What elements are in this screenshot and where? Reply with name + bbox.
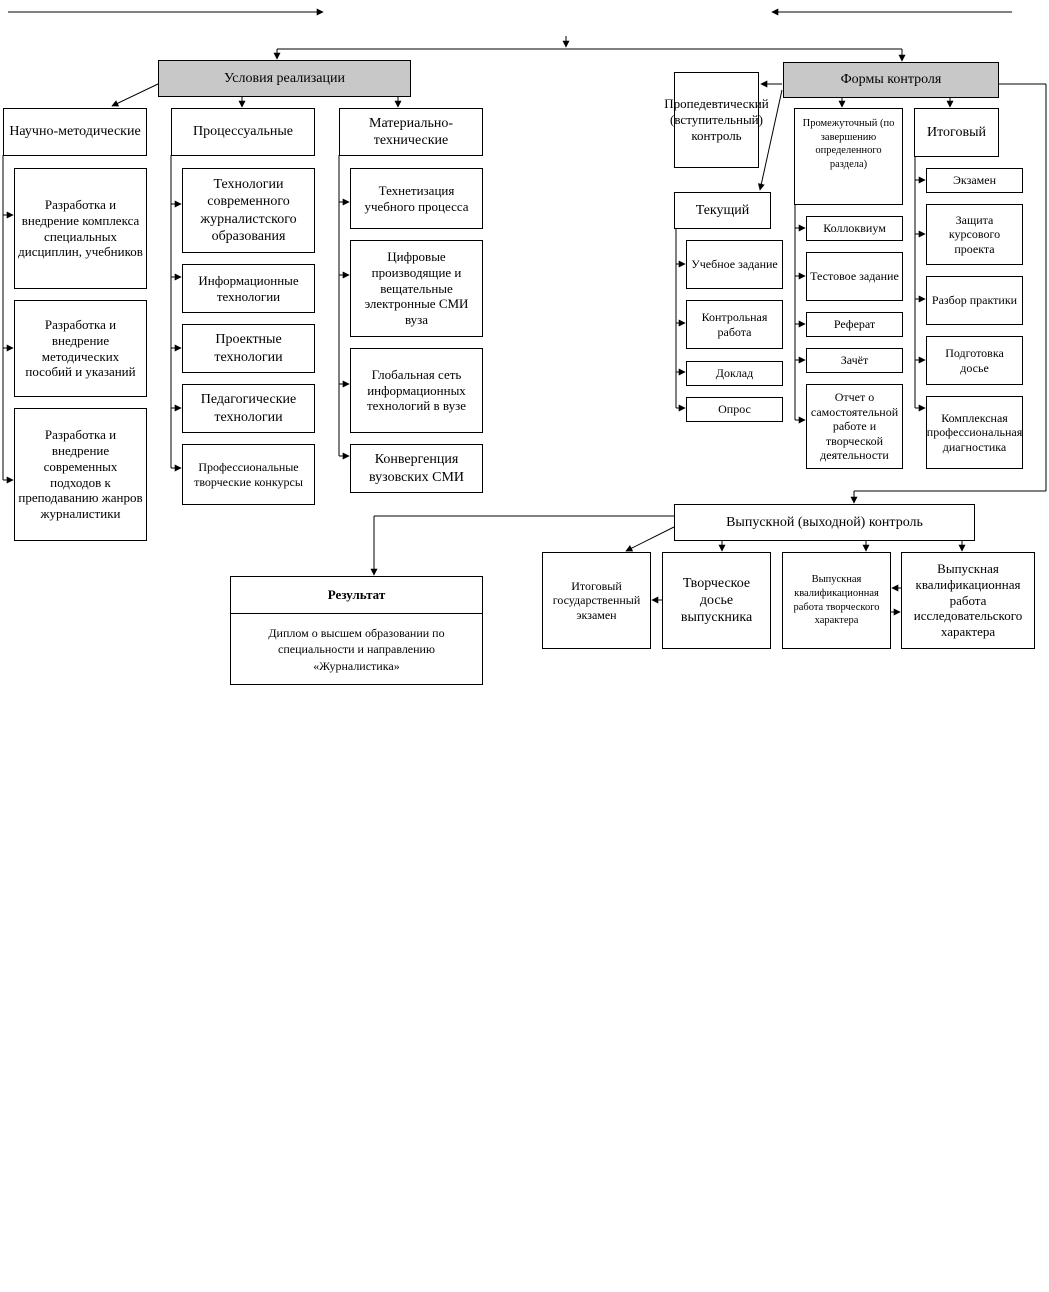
- graduation-item: Итоговый государственный экзамен: [542, 552, 651, 649]
- result-box: [230, 576, 483, 685]
- intermediate-item: Реферат: [806, 312, 903, 337]
- current-item: Доклад: [686, 361, 783, 386]
- material-item: Конвергенция вузовских СМИ: [350, 444, 483, 493]
- intermediate-item: Тестовое задание: [806, 252, 903, 301]
- category-material: Материально-технические: [339, 108, 483, 156]
- final-item: Комплексная профессиональная диагностика: [926, 396, 1023, 469]
- conditions-title-box: Условия реализации: [158, 60, 411, 97]
- category-scientific: Научно-методические: [3, 108, 147, 156]
- graduation-item: Выпускная квалификационная работа творческого характера: [782, 552, 891, 649]
- procedural-item: Информационные технологии: [182, 264, 315, 313]
- category-procedural: Процессуальные: [171, 108, 315, 156]
- current-item: Контрольная работа: [686, 300, 783, 349]
- current-control-title: Текущий: [674, 192, 771, 229]
- final-item: Подготовка досье: [926, 336, 1023, 385]
- final-item: Разбор практики: [926, 276, 1023, 325]
- scientific-item: Разработка и внедрение методических пособий и указаний: [14, 300, 147, 397]
- intermediate-item: Зачёт: [806, 348, 903, 373]
- material-item: Технетизация учебного процесса: [350, 168, 483, 229]
- propaedeutic-control: Пропедевтический (вступительный) контроль: [674, 72, 759, 168]
- result-title: Результат: [231, 577, 482, 614]
- scientific-item: Разработка и внедрение современных подходов к преподаванию жанров журналистики: [14, 408, 147, 541]
- intermediate-item: Отчет о самостоятельной работе и творческой деятельности: [806, 384, 903, 469]
- procedural-item: Технологии современного журналистского образования: [182, 168, 315, 253]
- intermediate-control-title: Промежуточный (по завершению определенного раздела): [794, 108, 903, 205]
- material-item: Глобальная сеть информационных технологий в вузе: [350, 348, 483, 433]
- final-item: Экзамен: [926, 168, 1023, 193]
- procedural-item: Педагогические технологии: [182, 384, 315, 433]
- control-title-box: Формы контроля: [783, 62, 999, 98]
- graduation-item: Выпускная квалификационная работа исследовательского характера: [901, 552, 1035, 649]
- final-item: Защита курсового проекта: [926, 204, 1023, 265]
- result-text: Диплом о высшем образовании по специальности и направлению «Журналистика»: [268, 626, 445, 673]
- final-control-title: Итоговый: [914, 108, 999, 157]
- current-item: Учебное задание: [686, 240, 783, 289]
- intermediate-item: Коллоквиум: [806, 216, 903, 241]
- scientific-item: Разработка и внедрение комплекса специальных дисциплин, учебников: [14, 168, 147, 289]
- procedural-item: Профессиональные творческие конкурсы: [182, 444, 315, 505]
- material-item: Цифровые производящие и вещательные электронные СМИ вуза: [350, 240, 483, 337]
- graduation-item: Творческое досье выпускника: [662, 552, 771, 649]
- graduation-control-title: Выпускной (выходной) контроль: [674, 504, 975, 541]
- procedural-item: Проектные технологии: [182, 324, 315, 373]
- current-item: Опрос: [686, 397, 783, 422]
